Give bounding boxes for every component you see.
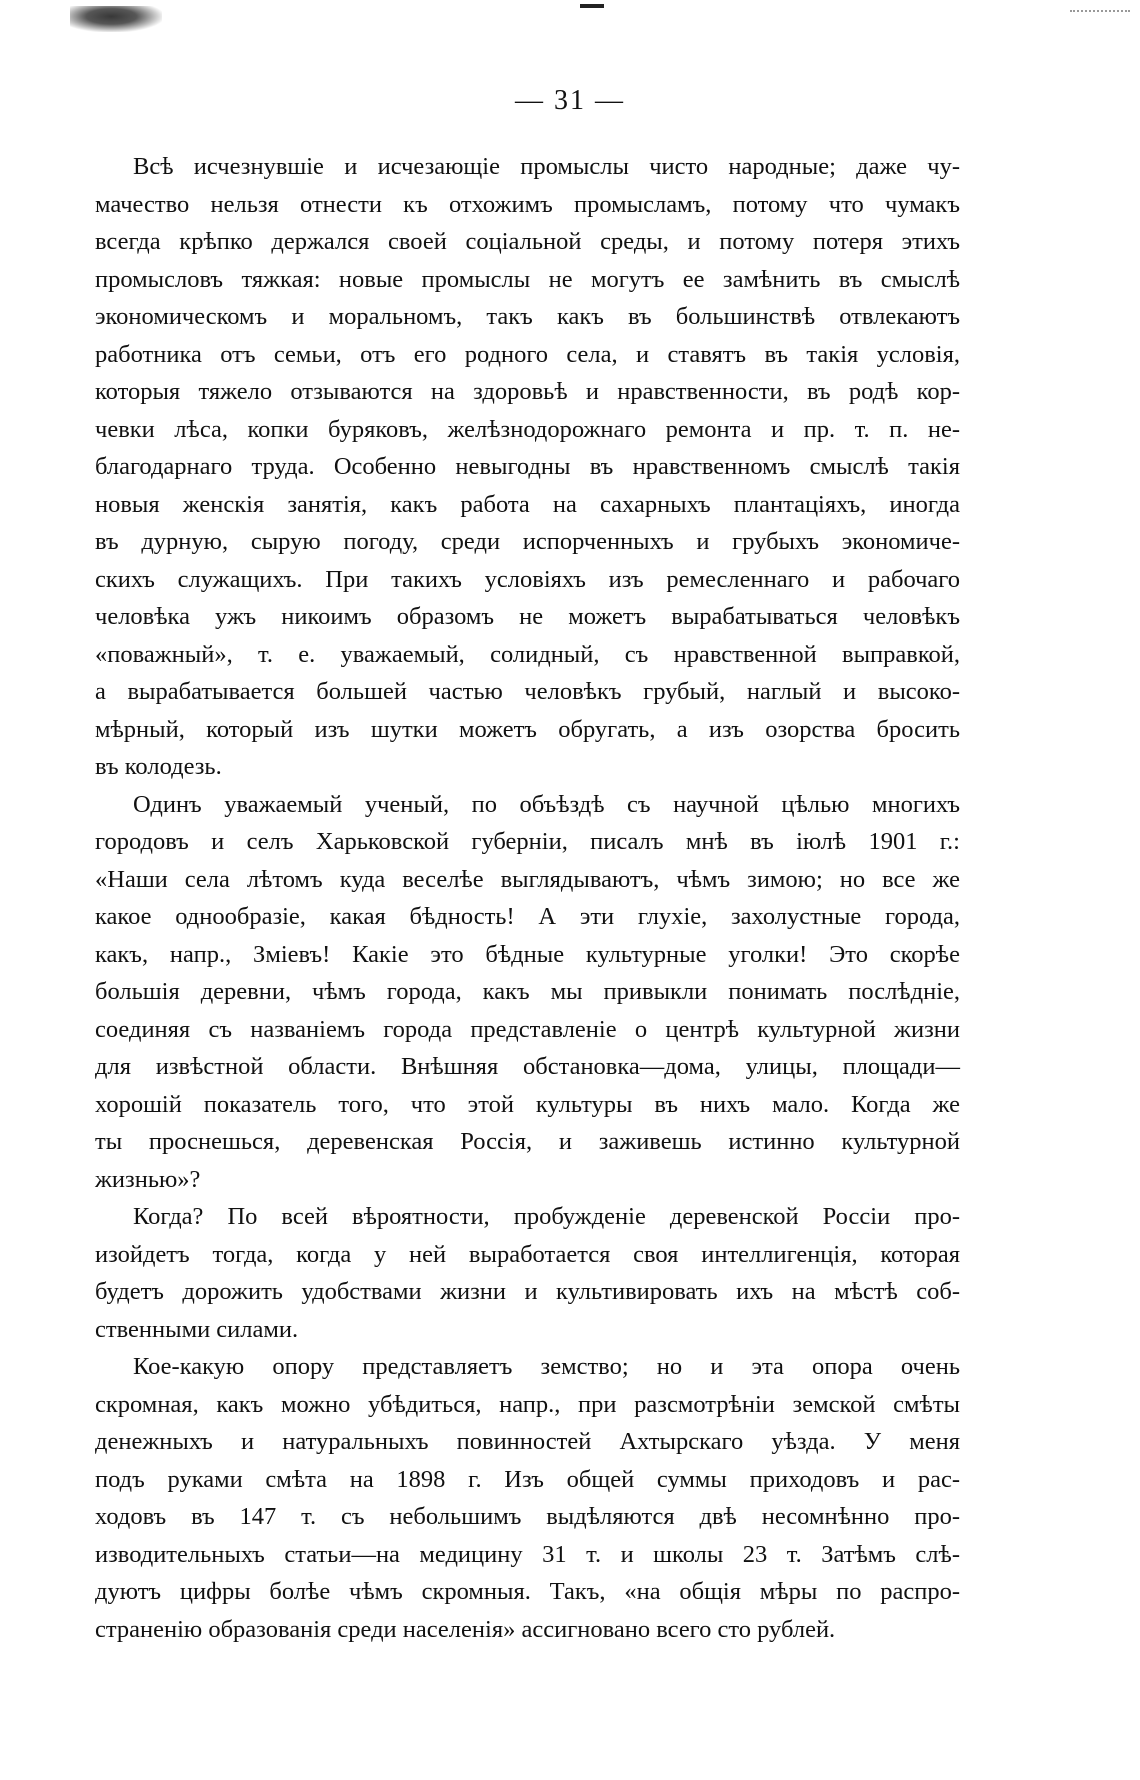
text-line: городовъ и селъ Харьковской губерніи, писалъ мнѣ въ іюлѣ 1901 г.: bbox=[95, 828, 960, 855]
text-line: скромная, какъ можно убѣдиться, напр., при разсмотрѣніи земской смѣты bbox=[95, 1390, 960, 1418]
text-line: чевки лѣса, копки буряковъ, желѣзнодорожнаго ремонта и пр. т. п. не- bbox=[95, 415, 960, 443]
text-line: Кое-какую опору представляетъ земство; но и эта опора очень bbox=[133, 1353, 960, 1380]
text-line: промысловъ тяжкая: новые промыслы не могутъ ее замѣнить въ смыслѣ bbox=[95, 265, 960, 293]
text-line: будетъ дорожить удобствами жизни и культивировать ихъ на мѣстѣ соб- bbox=[95, 1278, 960, 1305]
text-line: которыя тяжело отзываются на здоровьѣ и нравственности, въ родѣ кор- bbox=[95, 378, 960, 405]
text-line: новыя женскія занятія, какъ работа на сахарныхъ плантаціяхъ, иногда bbox=[95, 490, 960, 518]
paragraph bbox=[95, 1348, 960, 1648]
text-line: всегда крѣпко держался своей соціальной среды, и потому потеря этихъ bbox=[95, 228, 960, 255]
paragraph bbox=[95, 1198, 960, 1348]
scan-dots bbox=[1070, 10, 1130, 14]
text-line: Всѣ исчезнувшіе и исчезающіе промыслы чисто народные; даже чу- bbox=[133, 153, 960, 180]
text-line: въ колодезь. bbox=[95, 753, 222, 780]
text-line: мачество нельзя отнести къ отхожимъ промысламъ, потому что чумакъ bbox=[95, 190, 960, 218]
text-line: хорошій показатель того, что этой культуры въ нихъ мало. Когда же bbox=[95, 1090, 960, 1118]
text-line: большія деревни, чѣмъ города, какъ мы привыкли понимать послѣдніе, bbox=[95, 978, 960, 1005]
text-line: изводительныхъ статьи—на медицину 31 т. и школы 23 т. Затѣмъ слѣ- bbox=[95, 1540, 960, 1568]
text-line: соединяя съ названіемъ города представленіе о центрѣ культурной жизни bbox=[95, 1015, 960, 1043]
text-line: человѣка ужъ никоимъ образомъ не можетъ вырабатываться человѣкъ bbox=[95, 603, 960, 630]
paragraph bbox=[95, 786, 960, 1199]
text-line: Одинъ уважаемый ученый, по объѣздѣ съ научной цѣлью многихъ bbox=[133, 790, 960, 818]
text-line: подъ руками смѣта на 1898 г. Изъ общей суммы приходовъ и рас- bbox=[95, 1465, 960, 1493]
text-line: экономическомъ и моральномъ, такъ какъ въ большинствѣ отвлекаютъ bbox=[95, 303, 960, 330]
scan-smudge bbox=[70, 6, 162, 32]
text-line: работника отъ семьи, отъ его родного села, и ставятъ въ такія условія, bbox=[95, 340, 960, 368]
text-line: ственными силами. bbox=[95, 1315, 299, 1343]
text-line: страненію образованія среди населенія» ассигновано всего сто рублей. bbox=[95, 1615, 836, 1643]
text-line: ты проснешься, деревенская Россія, и заживешь истинно культурной bbox=[95, 1128, 960, 1155]
text-line: Когда? По всей вѣроятности, пробужденіе деревенской Россіи про- bbox=[133, 1203, 960, 1230]
text-line: въ дурную, сырую погоду, среди испорченныхъ и грубыхъ экономиче- bbox=[95, 528, 960, 555]
text-line: изойдетъ тогда, когда у ней выработается своя интеллигенція, которая bbox=[95, 1240, 960, 1268]
text-line: ходовъ въ 147 т. съ небольшимъ выдѣляются двѣ несомнѣнно про- bbox=[95, 1503, 960, 1530]
text-line: мѣрный, который изъ шутки можетъ обругать, а изъ озорства бросить bbox=[95, 715, 960, 743]
text-line: благодарнаго труда. Особенно невыгодны въ нравственномъ смыслѣ такія bbox=[95, 453, 960, 480]
text-line: какое однообразіе, какая бѣдность! А эти глухіе, захолустные города, bbox=[95, 903, 960, 930]
scan-mark bbox=[580, 4, 604, 8]
paragraph bbox=[95, 148, 960, 786]
page-number: — 31 — bbox=[515, 85, 625, 116]
text-line: скихъ служащихъ. При такихъ условіяхъ изъ ремесленнаго и рабочаго bbox=[95, 565, 960, 593]
text-line: какъ, напр., Зміевъ! Какіе это бѣдные культурные уголки! Это скорѣе bbox=[95, 940, 960, 968]
text-line: денежныхъ и натуральныхъ повинностей Ахтырскаго уѣзда. У меня bbox=[95, 1428, 960, 1455]
body-text bbox=[95, 148, 960, 1648]
text-line: для извѣстной области. Внѣшняя обстановка—дома, улицы, площади— bbox=[95, 1053, 960, 1080]
text-line: жизнью»? bbox=[95, 1165, 201, 1193]
text-line: «поважный», т. е. уважаемый, солидный, съ нравственной выправкой, bbox=[95, 640, 960, 668]
text-line: а вырабатывается большей частью человѣкъ грубый, наглый и высоко- bbox=[95, 678, 960, 705]
text-line: «Наши села лѣтомъ куда веселѣе выглядываютъ, чѣмъ зимою; но все же bbox=[95, 865, 960, 893]
text-line: дуютъ цифры болѣе чѣмъ скромныя. Такъ, «на общія мѣры по распро- bbox=[95, 1578, 960, 1605]
